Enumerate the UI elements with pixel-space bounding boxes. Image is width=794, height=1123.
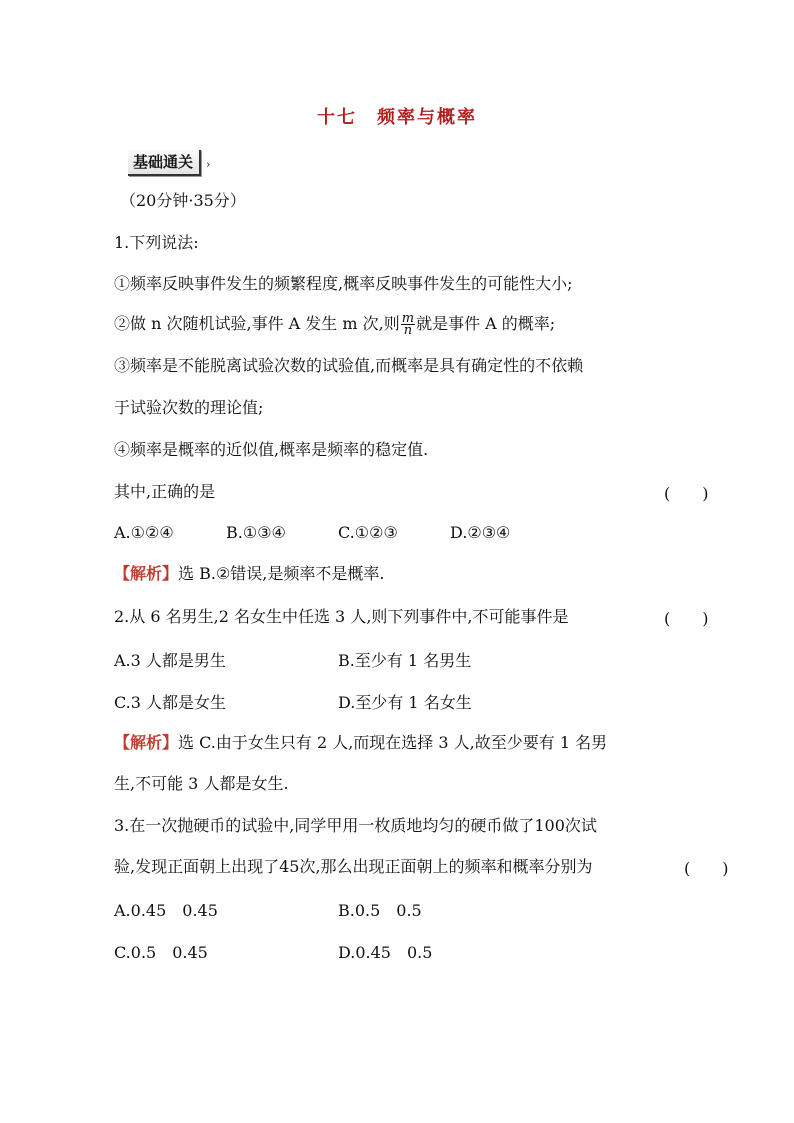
q1-statement-3-line1: ③频率是不能脱离试验次数的试验值,而概率是具有确定性的不依赖: [114, 356, 584, 375]
q1-statement-3-line2: 于试验次数的理论值;: [114, 398, 264, 417]
q1-ask: 其中,正确的是: [114, 482, 216, 501]
q3-answer-blank: ( ): [684, 859, 729, 878]
q2-analysis-line2: 生,不可能 3 人都是女生.: [114, 774, 289, 793]
q2-option-c: C.3 人都是女生: [114, 693, 227, 712]
analysis-label: 【解析】: [114, 564, 179, 583]
q3-stem-line2: 验,发现正面朝上出现了45次,那么出现正面朝上的频率和概率分别为: [114, 857, 593, 876]
chevron-right-icon: ›: [206, 158, 211, 171]
q1-analysis-text: 选 B.②错误,是频率不是概率.: [178, 564, 385, 583]
analysis-label: 【解析】: [114, 733, 179, 752]
q2-analysis-line1: [114, 732, 607, 754]
q1-option-b: B.①③④: [226, 523, 286, 542]
q2-stem: 2.从 6 名男生,2 名女生中任选 3 人,则下列事件中,不可能事件是: [114, 607, 569, 626]
section-tag: 基础通关: [128, 150, 201, 176]
q1-option-a: A.①②④: [114, 523, 174, 542]
q1-statement-4: ④频率是概率的近似值,概率是频率的稳定值.: [114, 440, 429, 459]
q1-statement-2-before: ②做 n 次随机试验,事件 A 发生 m 次,则: [114, 314, 400, 333]
q3-option-a: A.0.45 0.45: [114, 901, 218, 920]
q3-option-c: C.0.5 0.45: [114, 943, 208, 962]
q2-option-b: B.至少有 1 名男生: [338, 651, 472, 670]
time-score: （20分钟·35分）: [120, 191, 246, 210]
q3-option-d: D.0.45 0.5: [338, 943, 433, 962]
q1-statement-2: [114, 313, 555, 336]
q1-option-d: D.②③④: [450, 523, 511, 542]
fraction-denominator: n: [403, 323, 413, 338]
q1-answer-blank: ( ): [664, 484, 709, 503]
q1-option-c: C.①②③: [338, 523, 398, 542]
q1-statement-1: ①频率反映事件发生的频繁程度,概率反映事件发生的可能性大小;: [114, 274, 573, 293]
fraction-numerator: m: [401, 311, 415, 326]
fraction-m-over-n: [401, 313, 415, 336]
q2-option-a: A.3 人都是男生: [114, 651, 226, 670]
q3-option-b: B.0.5 0.5: [338, 901, 422, 920]
q1-analysis: [114, 563, 384, 585]
q2-analysis-text-1: 选 C.由于女生只有 2 人,而现在选择 3 人,故至少要有 1 名男: [178, 733, 608, 752]
page-title: 十七 频率与概率: [317, 107, 477, 128]
q1-stem: 1.下列说法:: [114, 233, 199, 252]
q2-option-d: D.至少有 1 名女生: [338, 693, 472, 712]
q1-statement-2-after: 就是事件 A 的概率;: [416, 314, 556, 333]
q2-answer-blank: ( ): [664, 609, 709, 628]
q3-stem-line1: 3.在一次抛硬币的试验中,同学甲用一枚质地均匀的硬币做了100次试: [114, 816, 597, 835]
